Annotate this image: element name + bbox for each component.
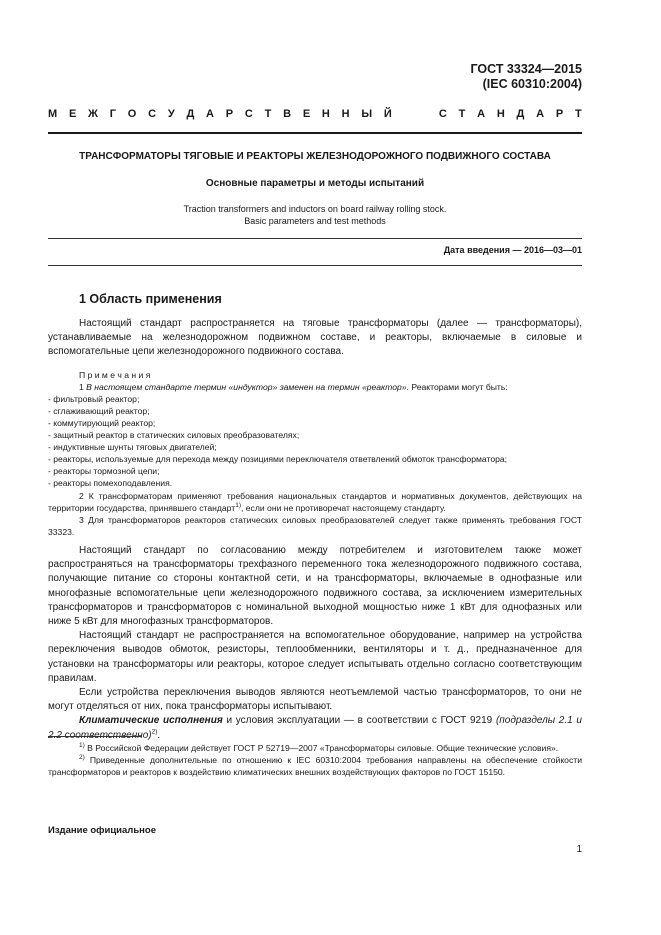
banner-letter: Д	[516, 108, 525, 120]
paragraph: Климатические исполнения и условия эксплуатации — в соответствии с ГОСТ 9219 (подразделы 2.1 и 2.2 соответственно)$^{2)}$.	[48, 715, 582, 741]
banner-letter: Т	[264, 108, 272, 120]
banner-letter: Т	[574, 108, 582, 120]
banner-letter: Н	[321, 108, 330, 120]
notes-block	[48, 369, 582, 538]
banner-letter: О	[127, 108, 137, 120]
date-rule	[48, 265, 582, 266]
section-body	[48, 317, 582, 743]
paragraph: Настоящий стандарт распространяется на тяговые трансформаторы (далее — трансформаторы), устанавливаемые на железнодорожном подвижном составе, и реакторы, включаемые в силовые и вспомогательные цепи железнодорожного подвижного состава.	[48, 318, 582, 358]
banner-letter: Ж	[88, 108, 98, 120]
banner-letter: А	[206, 108, 214, 120]
banner-letter: Т	[458, 108, 466, 120]
banner-letter: В	[283, 108, 292, 120]
note-list-item: - реакторы помехоподавления.	[48, 478, 173, 489]
document-subtitle: Основные параметры и методы испытаний	[205, 178, 425, 189]
paragraph: Если устройства переключения выводов являются неотъемлемой частью трансформаторов, то они не могут отделяться от них, пока трансформаторы испытывают.	[48, 686, 582, 713]
banner-letter: Й	[383, 108, 392, 120]
banner-letter: Е	[302, 108, 311, 120]
banner-letter: Е	[68, 108, 77, 120]
banner-letter: Д	[186, 108, 195, 120]
banner-letter: А	[536, 108, 545, 120]
introduction-date: Дата введения — 2016—03—01	[443, 245, 582, 255]
footnote-2: $^{2)}$ Приведенные дополнительные по отношению к IEC 60310:2004 требования направлены на обеспечение стойкости трансформаторов и реакторов к воздействию климатических внешних воздействующих факторов по ГОСТ 15150.	[48, 754, 582, 778]
note-list-item: - реакторы тормозной цепи;	[48, 466, 160, 477]
note-list-item: - фильтровый реактор;	[48, 393, 140, 404]
note-3: 3 Для трансформаторов реакторов статических силовых преобразователей следует также применять требования ГОСТ 33323.	[48, 514, 582, 537]
interstate-standard-banner	[48, 108, 582, 120]
banner-letter: Р	[555, 108, 564, 120]
note-1: 1 В настоящем стандарте термин «индуктор» заменен на термин «реактор». Реакторами могут быть:	[79, 381, 508, 392]
notes-label: П р и м е ч а н и я	[79, 369, 151, 380]
note-2: 2 К трансформаторам применяют требования национальных стандартов и нормативных документов, действующих на территории государства, принявшего стандарт$^{1)}$, если они не противоречат настоящему стандарту.	[48, 490, 582, 513]
footnotes	[48, 742, 582, 778]
document-title: ТРАНСФОРМАТОРЫ ТЯГОВЫЕ И РЕАКТОРЫ ЖЕЛЕЗНОДОРОЖНОГО ПОДВИЖНОГО СОСТАВА	[79, 151, 551, 162]
english-title	[48, 203, 582, 227]
banner-letter: М	[48, 108, 58, 120]
gost-number: ГОСТ 33324—2015	[470, 62, 582, 76]
section-heading: 1 Область применения	[79, 292, 222, 306]
note-list-item: - защитный реактор в статических силовых преобразователях;	[48, 430, 300, 441]
note-1-list	[48, 393, 582, 490]
title-rule	[48, 238, 582, 239]
footnote-rule	[48, 736, 142, 737]
banner-letter: С	[148, 108, 157, 120]
note-list-item: - сглаживающий реактор;	[48, 405, 150, 416]
page-number: 1	[576, 844, 582, 855]
note-list-item: - индуктивные шунты тяговых двигателей;	[48, 442, 217, 453]
english-title-line: Basic parameters and test methods	[244, 216, 386, 226]
banner-letter: У	[167, 108, 175, 120]
english-title-line: Traction transformers and inductors on board railway rolling stock.	[183, 204, 447, 214]
banner-letter: С	[244, 108, 253, 120]
banner-letter: Ы	[361, 108, 373, 120]
standard-designation	[470, 62, 582, 92]
banner-letter: Н	[341, 108, 350, 120]
banner-letter: С	[438, 108, 447, 120]
note-list-item: - реакторы, используемые для перехода между позициями переключателя ответвлений обмоток трансформатора;	[48, 454, 508, 465]
banner-letter: Н	[496, 108, 505, 120]
banner-letter: Р	[225, 108, 234, 120]
iec-number: (IEC 60310:2004)	[482, 77, 582, 91]
footnote-1: $^{1)}$ В Российской Федерации действует ГОСТ Р 52719—2007 «Трансформаторы силовые. Общие технические условия».	[79, 742, 559, 753]
official-edition-label: Издание официальное	[48, 825, 156, 836]
header-rule	[48, 132, 582, 134]
note-list-item: - коммутирующий реактор;	[48, 417, 156, 428]
banner-letter: Г	[109, 108, 117, 120]
banner-letter: А	[477, 108, 486, 120]
paragraph: Настоящий стандарт не распространяется на вспомогательное оборудование, например на устройства переключения выводов обмоток, резисторы, теплообменники, вентиляторы и т. д., предназначенное для установки на трансформаторы или реакторы, которое следует испытывать отдельно согласно соответствующим правилам.	[48, 630, 582, 684]
paragraph: Настоящий стандарт по согласованию между потребителем и изготовителем также может распространяться на трансформаторы трехфазного переменного тока железнодорожного подвижного состава, получающие питание со стороны контактной сети, и на трансформаторы, включаемые в однофазные или многофазные вспомогательные цепи железнодорожного подвижного состава, за исключением измерительных трансформаторов и трансформаторов с номинальной выходной мощностью ниже 1 кВт для однофазных или ниже 5 кВт для многофазных трансформаторов.	[48, 544, 582, 627]
